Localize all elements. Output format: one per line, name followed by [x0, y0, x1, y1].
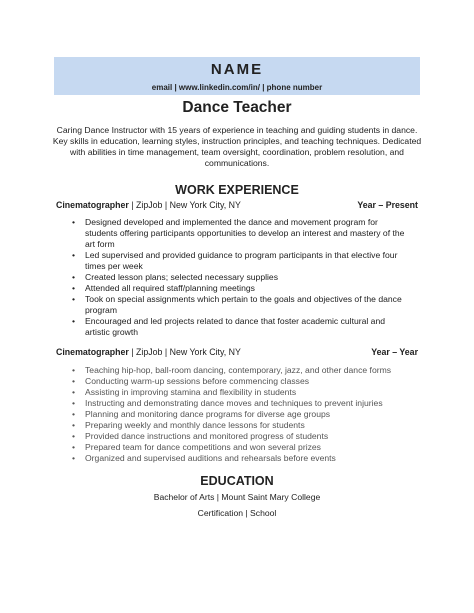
job-header-2 — [56, 347, 418, 357]
work-experience-heading: WORK EXPERIENCE — [175, 183, 299, 197]
list-item: • Conducting warm-up sessions before commencing classes — [72, 376, 412, 387]
list-item: • Teaching hip-hop, ball-room dancing, contemporary, jazz, and other dance forms — [72, 365, 412, 376]
list-item: • Organized and supervised auditions and rehearsals before events — [72, 453, 412, 464]
list-item: • Encouraged and led projects related to dance that foster academic cultural and artistic growth — [72, 316, 412, 338]
list-item: • Instructing and demonstrating dance moves and techniques to prevent injuries — [72, 398, 412, 409]
list-item: • Planning and monitoring dance programs for diverse age groups — [72, 409, 412, 420]
job-1-bullets — [72, 217, 412, 338]
list-item: • Provided dance instructions and monitored progress of students — [72, 431, 412, 442]
job-2-bullets — [72, 365, 412, 464]
candidate-name: NAME — [210, 61, 264, 78]
job-company-location: | ZipJob | New York City, NY — [128, 347, 241, 357]
list-item: • Prepared team for dance competitions and won several prizes — [72, 442, 412, 453]
list-item: • Designed developed and implemented the dance and movement program for students offering participants opportunities to develop an interest and mastery of the art form — [72, 217, 412, 250]
list-item: • Led supervised and provided guidance to program participants in that elective four times per week — [72, 250, 412, 272]
job-role: Cinematographer — [56, 200, 129, 210]
list-item: • Assisting in improving stamina and flexibility in students — [72, 387, 412, 398]
education-certification: Certification | School — [197, 508, 277, 518]
summary-paragraph: Caring Dance Instructor with 15 years of experience in teaching and guiding students in dance. Key skills in education, learning styles, instruction principles, and teaching techniques. Dedicated with abilities in time management, team oversight, coordination, problem resolution, and communications. — [52, 125, 422, 168]
job-role: Cinematographer — [56, 347, 129, 357]
job-dates: Year – Year — [371, 347, 418, 357]
job-title: Dance Teacher — [182, 99, 292, 116]
job-header-1 — [56, 200, 418, 210]
job-company-location: | ZipJob | New York City, NY — [128, 200, 241, 210]
name-header-band — [54, 57, 420, 95]
education-degree: Bachelor of Arts | Mount Saint Mary College — [153, 492, 321, 502]
contact-line: email | www.linkedin.com/in/ | phone number — [151, 83, 323, 92]
education-heading: EDUCATION — [200, 474, 274, 488]
list-item: • Preparing weekly and monthly dance lessons for students — [72, 420, 412, 431]
list-item: • Created lesson plans; selected necessary supplies — [72, 272, 412, 283]
job-dates: Year – Present — [357, 200, 418, 210]
list-item: • Attended all required staff/planning meetings — [72, 283, 412, 294]
list-item: • Took on special assignments which pertain to the goals and objectives of the dance program — [72, 294, 412, 316]
